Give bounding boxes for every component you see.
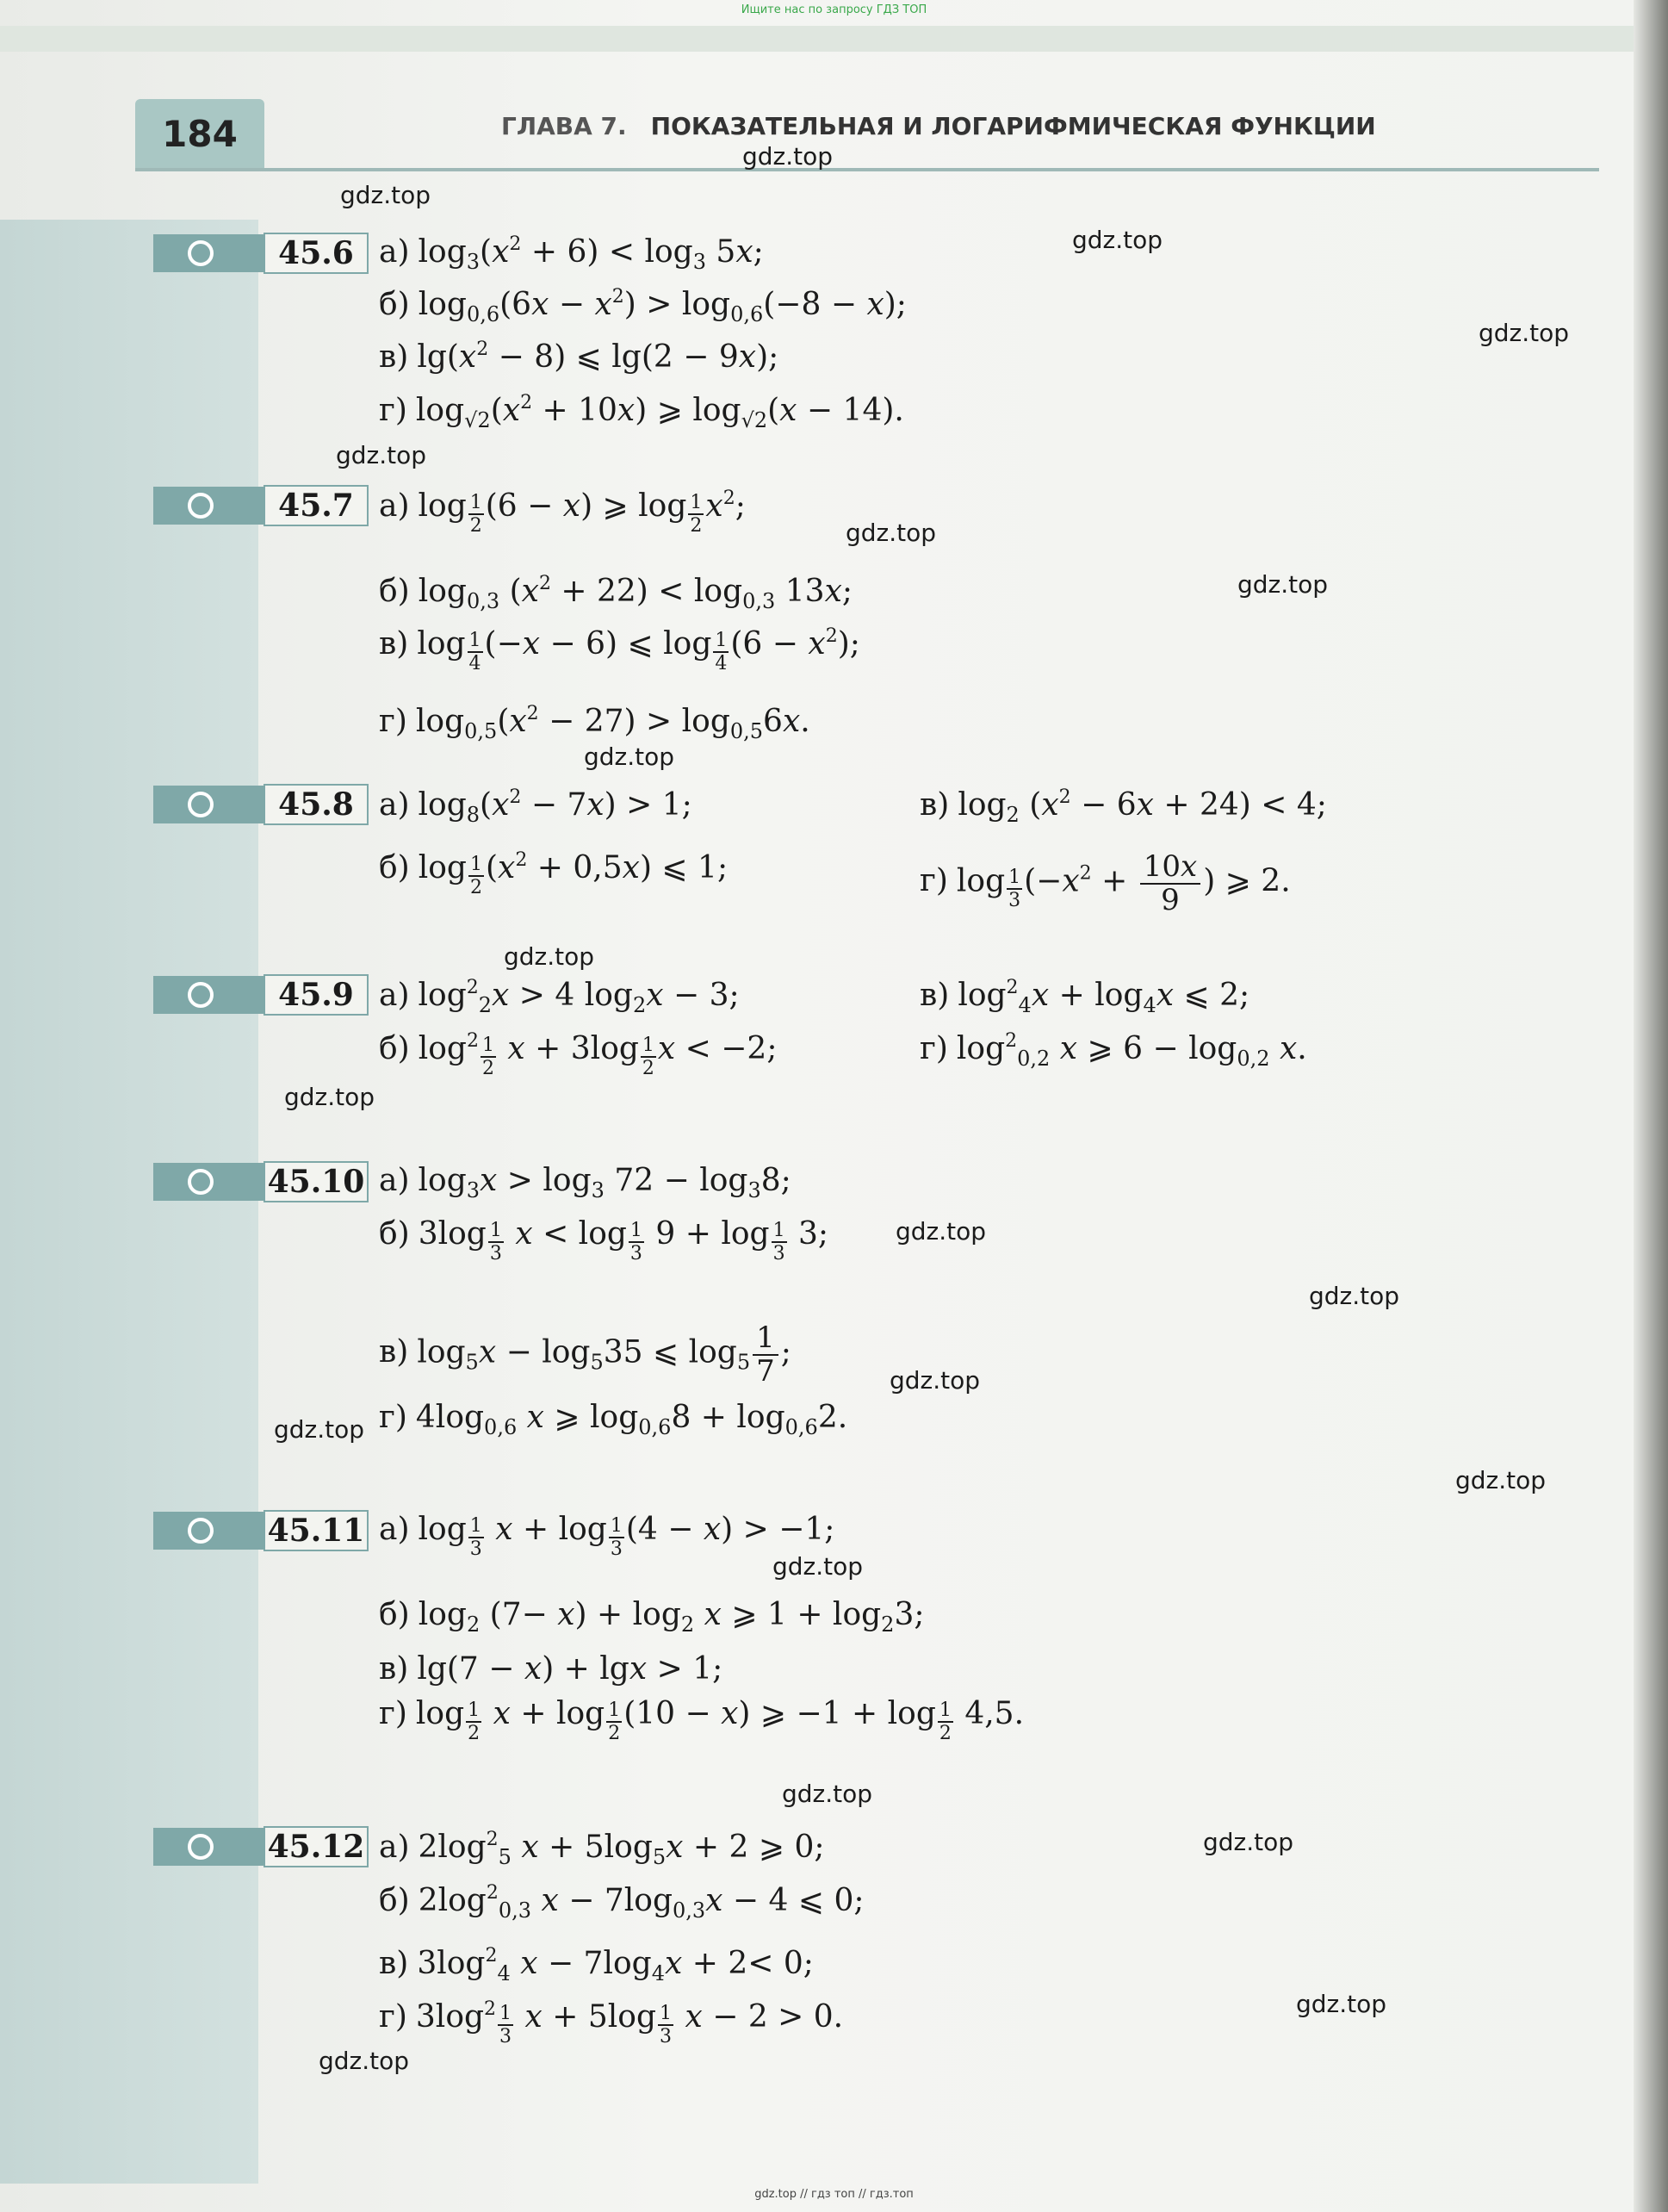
top-strip [0,26,1636,52]
watermark: gdz.top [584,743,675,771]
exercise-number: 45.11 [264,1510,369,1551]
expression: б) $\log_{0,3} (x^2 + 22) < \log_{0,3} 13x$; [379,573,853,613]
circle-marker-icon [188,493,214,519]
watermark: gdz.top [336,441,427,469]
watermark: gdz.top [846,519,937,547]
expression: а) $2\log^2_5$ $x + 5\log_5x + 2$ ⩾ 0; [379,1829,825,1869]
exercise-header [153,1828,364,1866]
circle-marker-icon [188,1518,214,1544]
circle-marker-icon [188,792,214,817]
circle-marker-icon [188,982,214,1008]
expression: б) $2\log^2_{0,3}$ $x - 7\log_{0,3}x - 4$ ⩽ 0; [379,1882,865,1923]
expression: б) $\log_2 (7- x) + \log_2 x$ ⩾ $1 + \log_23$; [379,1597,925,1637]
footer-links[interactable]: gdz.top // гдз топ // гдз.топ [754,2188,914,2201]
exercise-header [153,234,364,272]
header-rule [135,168,1599,171]
watermark: gdz.top [1237,570,1329,599]
expression: б) log $\frac{1}{2}$ $(x^2 + 0,5x)$ ⩽ 1; [379,849,729,898]
watermark: gdz.top [742,142,834,171]
chapter-name: ПОКАЗАТЕЛЬНАЯ И ЛОГАРИФМИЧЕСКАЯ ФУНКЦИИ [650,112,1376,140]
expression: г) $3\log^2$ $\frac{1}{3}$ x + 5log $\frac{1}{3}$ x − 2 > 0. [379,1998,844,2047]
circle-marker-icon [188,1169,214,1195]
watermark: gdz.top [1309,1282,1400,1310]
expression: б) $\log_{0,6}(6x - x^2) > \log_{0,6}(-8 - x)$; [379,286,907,326]
expression: б) 3log $\frac{1}{3}$ x < log $\frac{1}{3}$ 9 + log $\frac{1}{3}$ 3; [379,1216,829,1264]
exercise-header [153,786,364,823]
expression: а) log $\frac{1}{3}$ x + log $\frac{1}{3}$ (4 − x) > −1; [379,1512,835,1560]
exercise-header [153,976,364,1014]
watermark: gdz.top [284,1083,375,1111]
expression: г) $\log^2_{0,2} x$ ⩾ $6 - \log_{0,2} x$. [920,1030,1307,1071]
watermark: gdz.top [1296,1990,1387,2018]
circle-marker-icon [188,1834,214,1860]
expression: г) $\log_{√2}(x^2 + 10x)$ ⩾ $\log_{√2}(x - 14)$. [379,392,904,432]
watermark: gdz.top [504,942,595,971]
expression: а) $\log_3(x^2 + 6) < \log_3 5x$; [379,233,764,274]
watermark: gdz.top [896,1217,987,1246]
circle-marker-icon [188,240,214,266]
chapter-label: ГЛАВА 7. [501,112,627,140]
exercise-number: 45.8 [264,784,369,825]
expression: в) $\log_5x - \log_535$ ⩽ $\log_5$ $\frac{1}{7}$ ; [379,1320,791,1389]
watermark: gdz.top [274,1415,365,1444]
expression: а) log $\frac{1}{2}$ (6 − x) ⩾ log $\frac{1}{2}$ $x^2$; [379,488,746,537]
watermark: gdz.top [782,1780,873,1808]
expression: в) log $\frac{1}{4}$ (−x − 6) ⩽ log $\frac{1}{4}$ $(6 - x^2)$; [379,625,860,674]
watermark: gdz.top [1479,319,1570,347]
watermark: gdz.top [772,1552,864,1581]
expression: в) lg(7 − x) + lgx > 1; [379,1651,723,1687]
watermark: gdz.top [1455,1466,1547,1494]
watermark: gdz.top [890,1366,981,1395]
expression: а) $\log_8(x^2 - 7x) > 1$; [379,786,692,827]
expression: г) log $\frac{1}{3}$ ($-x^2$ + $\frac{10x}{9}$ ) ⩾ 2. [920,849,1291,918]
exercise-number: 45.7 [264,485,369,526]
expression: г) log $\frac{1}{2}$ x + log $\frac{1}{2}$ (10 − x) ⩾ −1 + log $\frac{1}{2}$ 4,5. [379,1696,1025,1744]
chapter-title [501,112,1376,140]
page-number-box [135,99,264,168]
page-number: 184 [162,112,238,155]
expression: б) $\log^2$ $\frac{1}{2}$ x + 3log $\frac{1}{2}$ x < −2; [379,1030,778,1079]
exercise-number: 45.6 [264,233,369,274]
expression: г) $\log_{0,5}(x^2 - 27) > \log_{0,5}6x$. [379,703,810,743]
expression: в) $\log^2_4x + \log_4x$ ⩽ 2; [920,977,1250,1017]
expression: г) $4\log_{0,6}$ x ⩾ $\log_{0,6}8 + \log_{0,6}2$. [379,1400,848,1439]
expression: а) $\log_3x > \log_3 72 - \log_38$; [379,1163,791,1202]
search-hint[interactable]: Ищите нас по запросу ГДЗ ТОП [741,3,927,16]
watermark: gdz.top [340,181,431,209]
expression: в) $\log_2 (x^2 - 6x + 24) < 4$; [920,786,1327,827]
expression: в) $3\log^2_4$ $x - 7\log_4x + 2< 0$; [379,1945,814,1985]
expression: в) $\lg(x^2 - 8)$ ⩽ lg(2 − 9x); [379,339,779,375]
watermark: gdz.top [1072,226,1163,254]
exercise-header [153,1163,364,1201]
page-edge-shadow [1634,0,1668,2212]
exercise-number: 45.12 [264,1826,369,1867]
watermark: gdz.top [1203,1828,1294,1856]
exercise-number: 45.9 [264,974,369,1016]
exercise-header [153,1512,364,1550]
expression: а) $\log^2_2x > 4$ $\log_2x - 3$; [379,977,740,1017]
watermark: gdz.top [319,2047,410,2075]
exercise-header [153,487,364,525]
exercise-number: 45.10 [264,1161,369,1202]
